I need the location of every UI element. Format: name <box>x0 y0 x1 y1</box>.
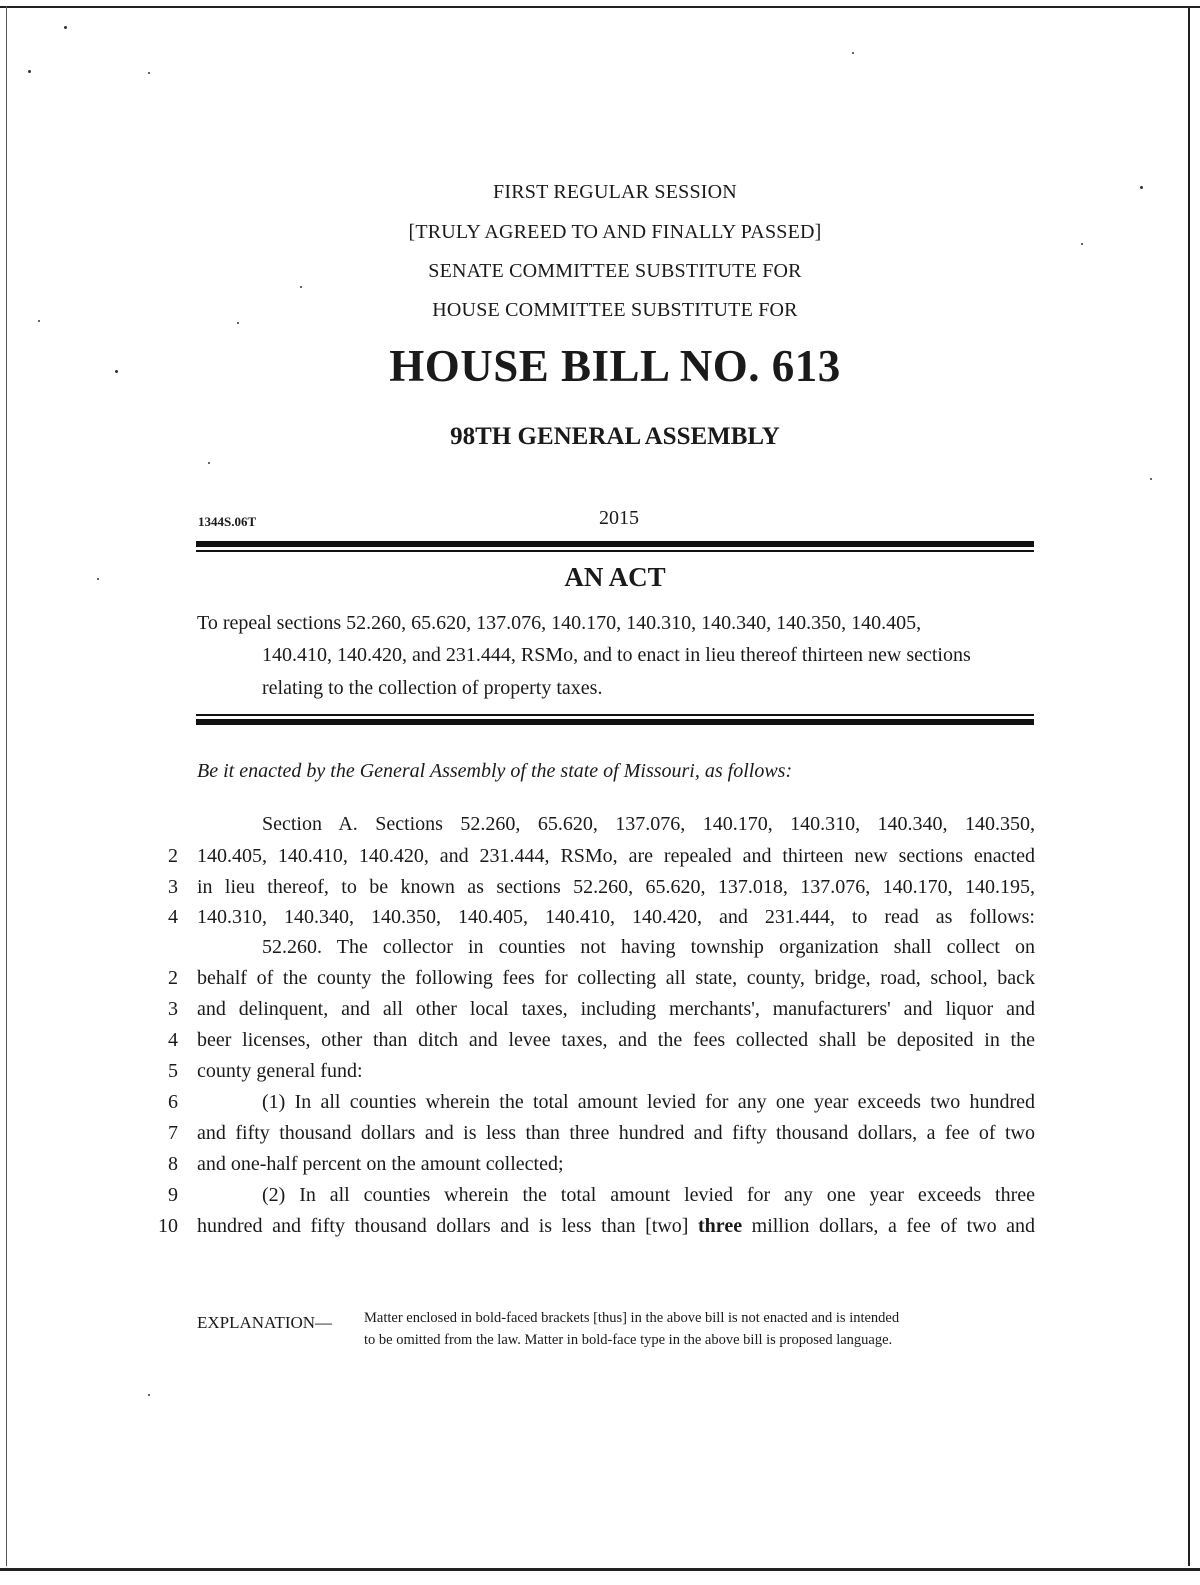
scan-speck <box>148 72 150 74</box>
body-line: (1) In all counties wherein the total amount levied for any one year exceeds two hundred <box>262 1091 1035 1113</box>
document-year: 2015 <box>599 507 639 529</box>
scan-speck <box>1150 478 1152 480</box>
explanation-text-line: Matter enclosed in bold-faced brackets [thus] in the above bill is not enacted and is intended <box>364 1310 900 1326</box>
body-line: and delinquent, and all other local taxes, including merchants', manufacturers' and liquor and <box>197 998 1035 1020</box>
body-line <box>197 1215 1035 1238</box>
document-code: 1344S.06T <box>198 514 257 529</box>
line-number: 5 <box>168 1060 178 1082</box>
header-rule-thin <box>196 550 1034 552</box>
house-substitute-label: HOUSE COMMITTEE SUBSTITUTE FOR <box>432 299 798 321</box>
line-number: 4 <box>168 906 178 928</box>
line-number: 3 <box>168 998 178 1020</box>
line-number: 9 <box>168 1184 178 1206</box>
passage-status: [TRULY AGREED TO AND FINALLY PASSED] <box>408 221 822 243</box>
line-number: 10 <box>158 1215 178 1237</box>
act-rule-thick <box>196 719 1034 725</box>
act-rule-thin <box>196 714 1034 716</box>
scan-speck <box>852 52 854 54</box>
scan-speck <box>208 462 210 464</box>
proposed-text: three <box>698 1215 743 1237</box>
bill-title: HOUSE BILL NO. 613 <box>389 341 841 391</box>
body-line: behalf of the county the following fees for collecting all state, county, bridge, road, school, back <box>197 967 1035 989</box>
body-line: in lieu thereof, to be known as sections 52.260, 65.620, 137.018, 137.076, 140.170, 140.195, <box>197 876 1035 898</box>
scan-speck <box>237 322 239 324</box>
body-line: 140.310, 140.340, 140.350, 140.405, 140.410, 140.420, and 231.444, to read as follows: <box>197 906 1035 928</box>
scan-speck <box>300 286 302 288</box>
explanation-text-line: to be omitted from the law. Matter in bold-face type in the above bill is proposed language. <box>364 1332 893 1348</box>
act-description-line: To repeal sections 52.260, 65.620, 137.076, 140.170, 140.310, 140.340, 140.350, 140.405, <box>197 612 922 634</box>
body-text: million dollars, a fee of two and <box>742 1215 1036 1237</box>
page-edge-top <box>0 6 1200 8</box>
act-title: AN ACT <box>564 562 666 592</box>
line-number: 3 <box>168 876 178 898</box>
scan-speck <box>64 26 67 29</box>
line-number: 2 <box>168 845 178 867</box>
body-line: 140.405, 140.410, 140.420, and 231.444, RSMo, are repealed and thirteen new sections enacted <box>197 845 1035 867</box>
body-line: 52.260. The collector in counties not having township organization shall collect on <box>262 936 1035 958</box>
act-description-line: 140.410, 140.420, and 231.444, RSMo, and to enact in lieu thereof thirteen new sections <box>262 644 971 666</box>
body-line: and one-half percent on the amount collected; <box>197 1153 564 1175</box>
body-line: and fifty thousand dollars and is less than three hundred and fifty thousand dollars, a fee of two <box>197 1122 1035 1144</box>
line-number: 4 <box>168 1029 178 1051</box>
body-line: county general fund: <box>197 1060 363 1082</box>
body-line: Section A. Sections 52.260, 65.620, 137.076, 140.170, 140.310, 140.340, 140.350, <box>262 813 1035 835</box>
line-number: 2 <box>168 967 178 989</box>
senate-substitute-label: SENATE COMMITTEE SUBSTITUTE FOR <box>428 260 802 282</box>
explanation-label: EXPLANATION— <box>197 1313 333 1332</box>
assembly-label: 98TH GENERAL ASSEMBLY <box>450 423 780 450</box>
header-rule-thick <box>196 541 1034 547</box>
session-label: FIRST REGULAR SESSION <box>493 181 737 203</box>
line-number: 6 <box>168 1091 178 1113</box>
page-edge-bottom <box>0 1568 1200 1571</box>
enacting-clause: Be it enacted by the General Assembly of the state of Missouri, as follows: <box>197 760 793 782</box>
body-line: beer licenses, other than ditch and levee taxes, and the fees collected shall be deposited in the <box>197 1029 1035 1051</box>
repealed-text: hundred and fifty thousand dollars and is less than [two] <box>197 1215 699 1237</box>
act-description-line: relating to the collection of property taxes. <box>262 677 603 699</box>
body-line: (2) In all counties wherein the total amount levied for any one year exceeds three <box>262 1184 1035 1206</box>
line-number: 7 <box>168 1122 178 1144</box>
scan-speck <box>28 70 31 73</box>
scan-speck <box>148 1394 150 1396</box>
line-number: 8 <box>168 1153 178 1175</box>
